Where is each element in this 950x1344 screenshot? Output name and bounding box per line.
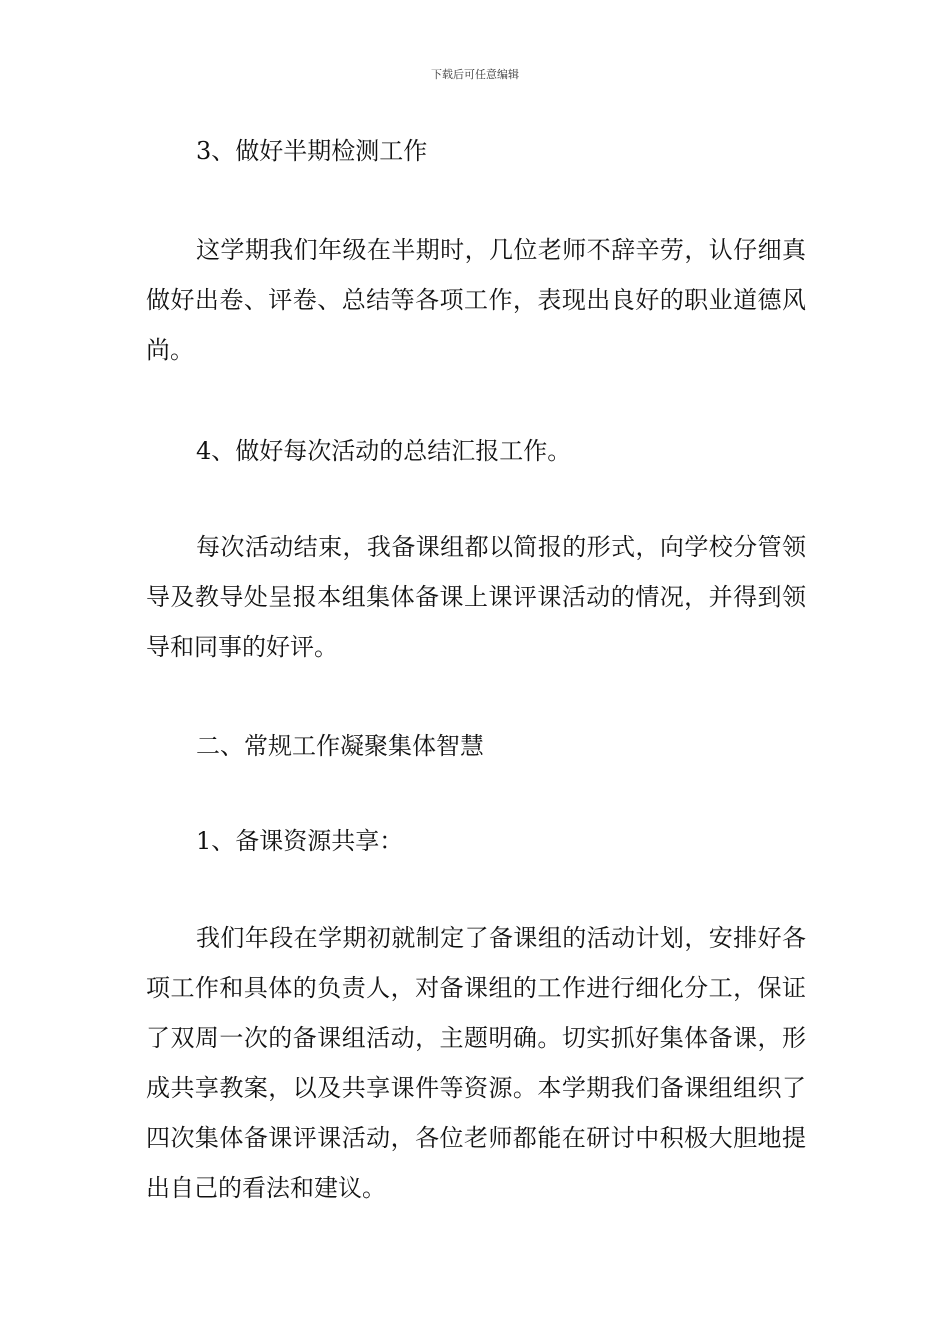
spacer [146, 375, 806, 426]
heading-item-4: 4、做好每次活动的总结汇报工作。 [196, 437, 572, 465]
section-heading-2: 二、常规工作凝聚集体智慧 [196, 732, 484, 760]
spacer [146, 672, 806, 721]
spacer [146, 771, 806, 816]
spacer [146, 866, 806, 913]
paragraph-activity-report: 每次活动结束，我备课组都以简报的形式，向学校分管领导及教导处呈报本组集体备课上课评课活动的情况，并得到领导和同事的好评。 [146, 533, 806, 661]
paragraph-resource-sharing: 我们年段在学期初就制定了备课组的活动计划，安排好各项工作和具体的负责人，对备课组的工作进行细化分工，保证了双周一次的备课组活动，主题明确。切实抓好集体备课，形成共享教案，以及共享课件等资源。本学期我们备课组组织了四次集体备课评课活动，各位老师都能在研讨中积极大胆地提出自己的看法和建议。 [146, 924, 806, 1202]
document-body [146, 126, 806, 1213]
heading-item-3: 3、做好半期检测工作 [196, 137, 428, 165]
heading-item-1: 1、备课资源共享： [196, 827, 404, 855]
spacer [146, 176, 806, 225]
spacer [146, 476, 806, 522]
header-note: 下载后可任意编辑 [431, 68, 519, 81]
paragraph-midterm-exam: 这学期我们年级在半期时，几位老师不辞辛劳，认仔细真做好出卷、评卷、总结等各项工作，表现出良好的职业道德风尚。 [146, 236, 806, 364]
